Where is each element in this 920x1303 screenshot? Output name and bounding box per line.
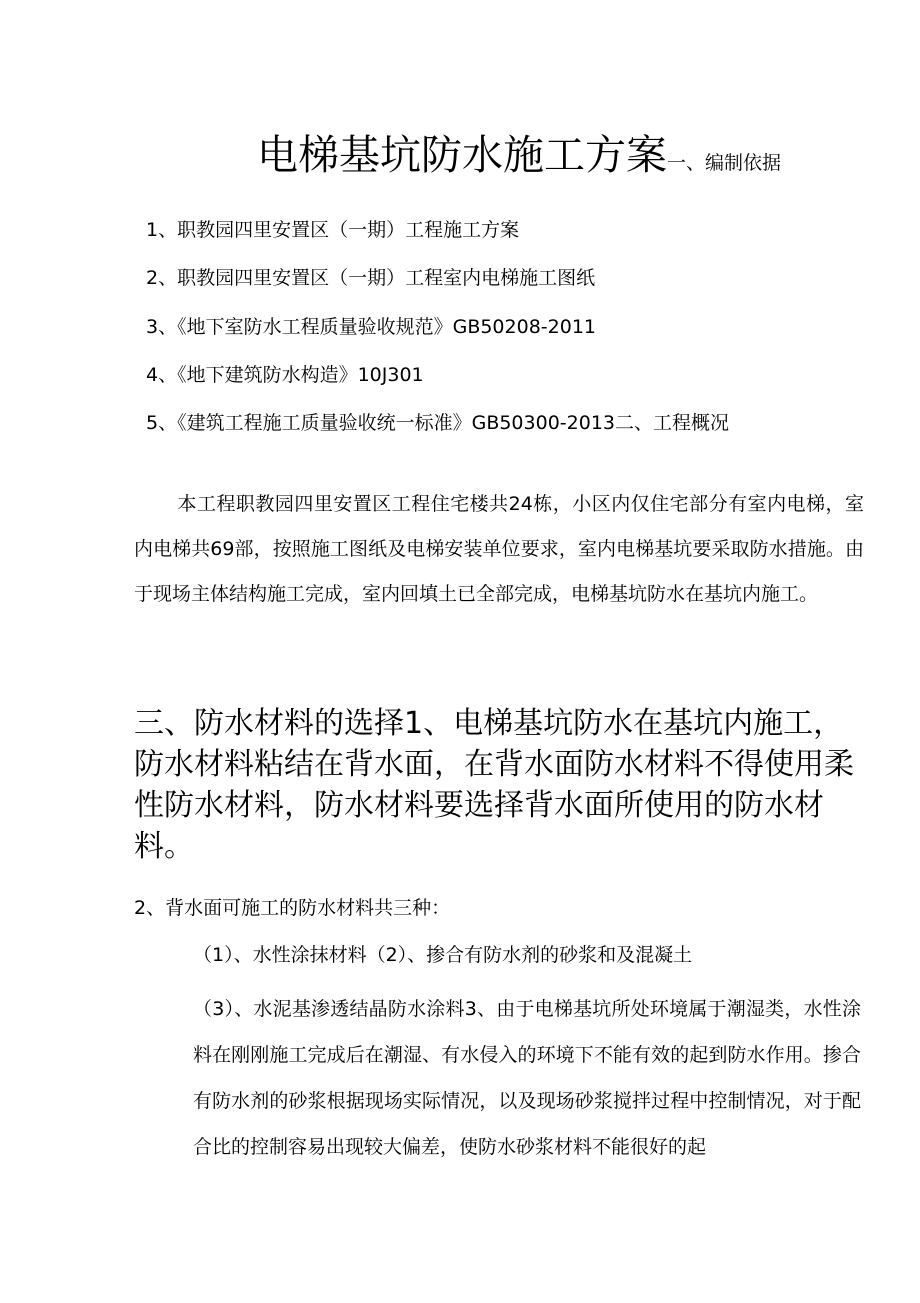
- basis-item-2: 2、职教园四里安置区（一期）工程室内电梯施工图纸: [146, 267, 596, 289]
- section-1-heading: 一、编制依据: [667, 152, 782, 174]
- document-title: 电梯基坑防水施工方案: [257, 131, 667, 179]
- material-types-item: 2、背水面可施工的防水材料共三种：: [134, 897, 451, 919]
- section-3-heading: 三、防水材料的选择1、电梯基坑防水在基坑内施工，防水材料粘结在背水面，在背水面防水材料不得使用柔性防水材料，防水材料要选择背水面所使用的防水材料。: [134, 706, 854, 864]
- material-sub-items-1-2: （1）、水性涂抹材料（2）、掺合有防水剂的砂浆和及混凝土: [193, 944, 693, 966]
- basis-item-3: 3、《地下室防水工程质量验收规范》GB50208-2011: [146, 316, 596, 338]
- overview-text: 本工程职教园四里安置区工程住宅楼共24栋，小区内仅住宅部分有室内电梯，室内电梯共69部，按照施工图纸及电梯安装单位要求，室内电梯基坑要采取防水措施。由于现场主体结构施工完成，室内回填土已全部完成，电梯基坑防水在基坑内施工。: [134, 493, 864, 605]
- basis-item-4: 4、《地下建筑防水构造》10J301: [146, 364, 424, 386]
- title-line: [257, 122, 781, 181]
- material-sub-item-3-paragraph: （3）、水泥基渗透结晶防水涂料3、由于电梯基坑所处环境属于潮湿类，水性涂料在刚刚施工完成后在潮湿、有水侵入的环境下不能有效的起到防水作用。掺合有防水剂的砂浆根据现场实际情况，以及现场砂浆搅拌过程中控制情况，对于配合比的控制容易出现较大偏差，使防水砂浆材料不能很好的起: [193, 998, 861, 1158]
- basis-item-1: 1、职教园四里安置区（一期）工程施工方案: [146, 219, 520, 241]
- overview-paragraph: [134, 482, 864, 617]
- basis-item-5: 5、《建筑工程施工质量验收统一标准》GB50300-2013二、工程概况: [146, 412, 729, 434]
